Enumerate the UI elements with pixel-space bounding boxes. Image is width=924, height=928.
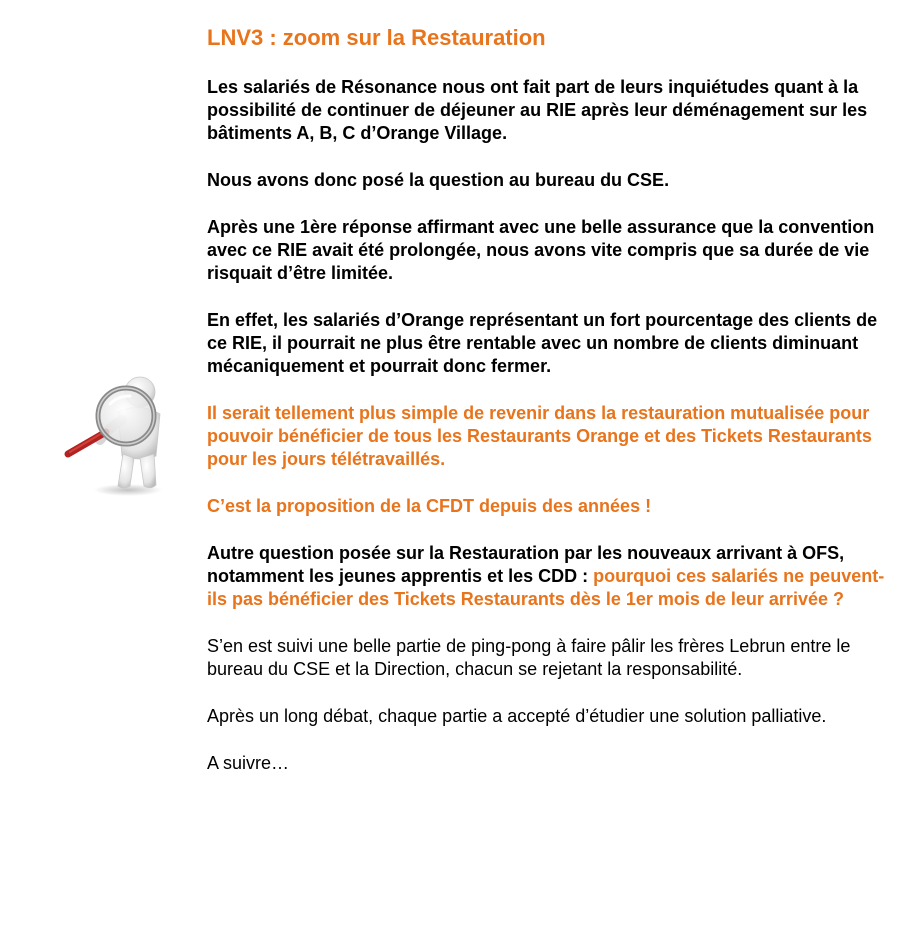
- paragraph-first-answer: Après une 1ère réponse affirmant avec une belle assurance que la convention avec ce RIE avait été prolongée, nous avons vite compris que sa durée de vie risquait d’être limitée.: [207, 217, 875, 283]
- new-arrivals-text: Autre question posée sur la Restauration par les nouveaux arrivant à OFS, notamment les jeunes apprentis et les CDD :: [207, 543, 845, 586]
- new-arrivals-question: pourquoi ces salariés ne peuvent-ils pas bénéficier des Tickets Restaurants dès le 1er mois de leur arrivée ?: [207, 566, 885, 609]
- paragraph-ping-pong: S’en est suivi une belle partie de ping-pong à faire pâlir les frères Lebrun entre le bureau du CSE et la Direction, chacun se rejetant la responsabilité.: [207, 636, 851, 679]
- page-title: LNV3 : zoom sur la Restauration: [207, 25, 546, 50]
- paragraph-cfdt: C’est la proposition de la CFDT depuis des années !: [207, 496, 652, 516]
- paragraph-consequence: En effet, les salariés d’Orange représentant un fort pourcentage des clients de ce RIE, il pourrait ne plus être rentable avec un nombre de clients diminuant mécaniquement et pourrait donc fermer.: [207, 310, 878, 376]
- paragraph-question-cse: Nous avons donc posé la question au bureau du CSE.: [207, 170, 670, 190]
- paragraph-debate: Après un long débat, chaque partie a accepté d’étudier une solution palliative.: [207, 706, 827, 726]
- article-body: [207, 76, 897, 799]
- person-with-magnifying-glass-icon: [60, 372, 180, 500]
- paragraph-proposal: Il serait tellement plus simple de revenir dans la restauration mutualisée pour pouvoir bénéficier de tous les Restaurants Orange et des Tickets Restaurants pour les jours télétravaillés.: [207, 403, 872, 469]
- paragraph-new-arrivals: [207, 542, 897, 611]
- paragraph-to-follow: A suivre…: [207, 753, 290, 773]
- paragraph-intro: Les salariés de Résonance nous ont fait part de leurs inquiétudes quant à la possibilité de continuer de déjeuner au RIE après leur déménagement sur les bâtiments A, B, C d’Orange Village.: [207, 77, 868, 143]
